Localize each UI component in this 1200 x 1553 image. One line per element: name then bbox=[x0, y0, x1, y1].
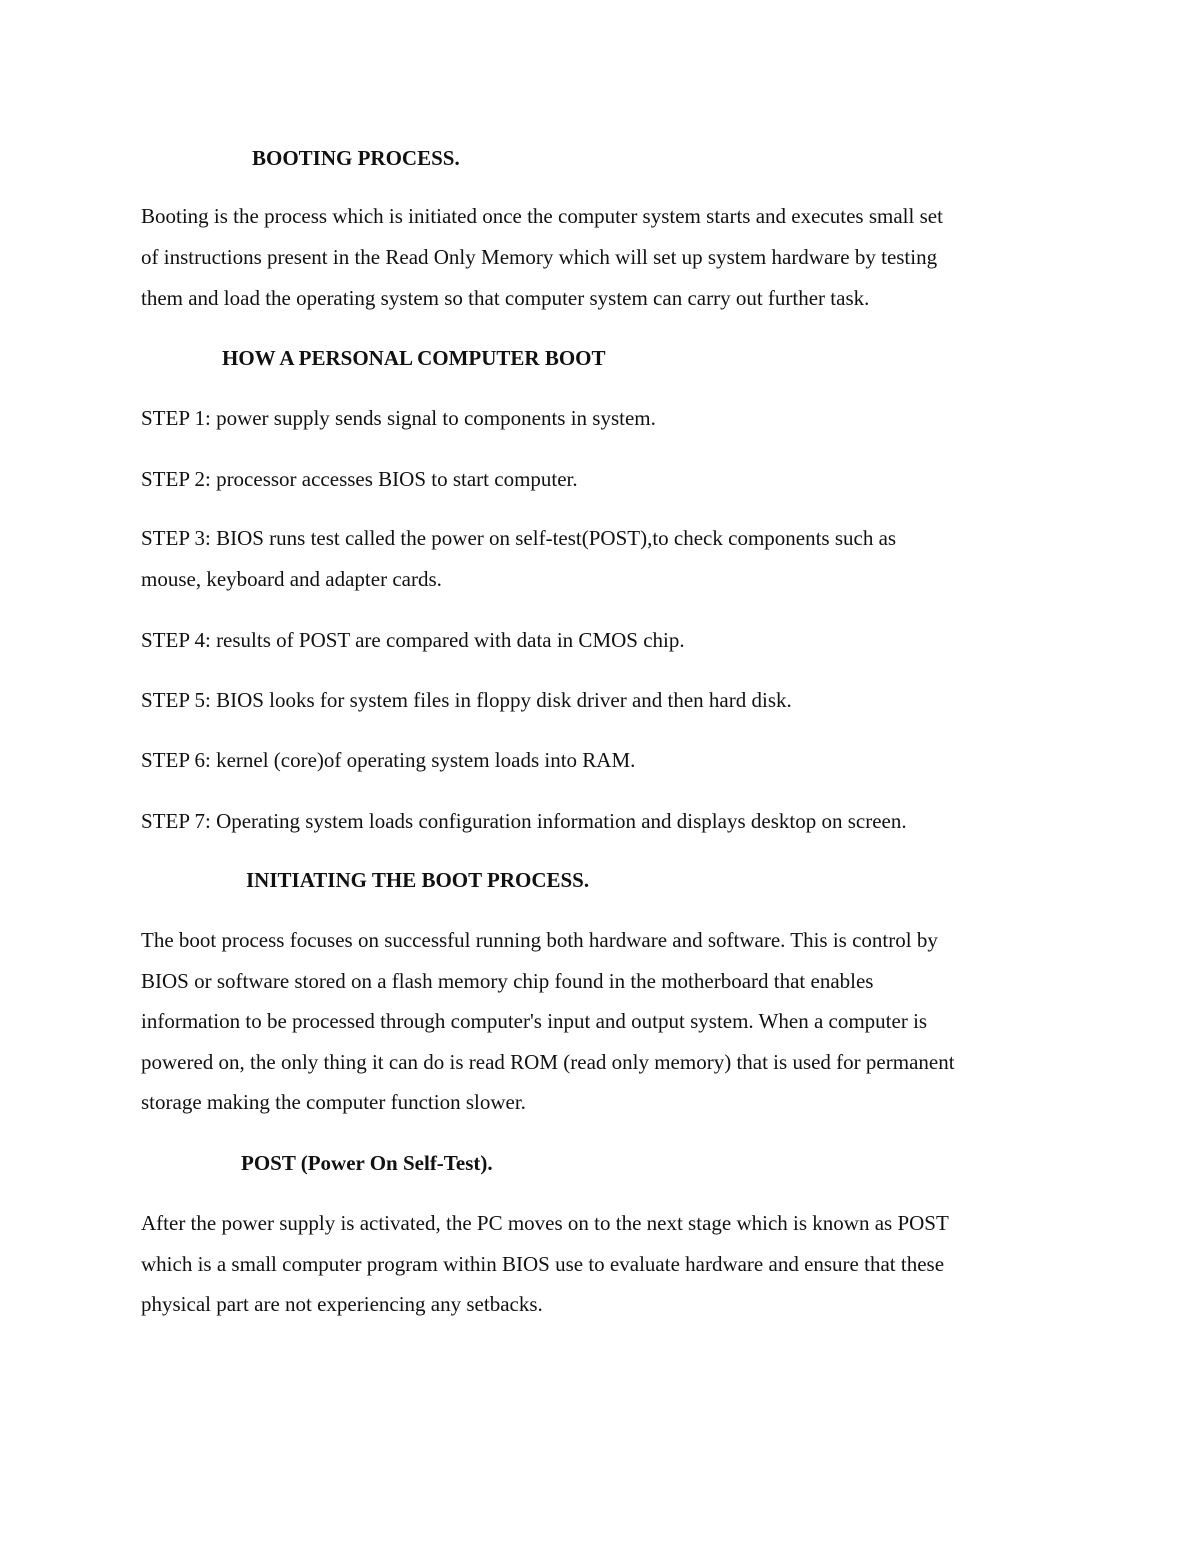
paragraph-line: which is a small computer program within BIOS use to evaluate hardware and ensure that these bbox=[141, 1252, 945, 1276]
intro-line: of instructions present in the Read Only Memory which will set up system hardware by testing bbox=[141, 245, 938, 269]
section-heading-post: POST (Power On Self-Test). bbox=[241, 1151, 493, 1175]
step-4: STEP 4: results of POST are compared with data in CMOS chip. bbox=[141, 628, 685, 652]
step-3: STEP 3: BIOS runs test called the power on self-test(POST),to check components such as bbox=[141, 526, 897, 550]
step-3-continued: mouse, keyboard and adapter cards. bbox=[141, 567, 442, 591]
paragraph-line: powered on, the only thing it can do is read ROM (read only memory) that is used for permanent bbox=[141, 1050, 955, 1074]
intro-line: them and load the operating system so that computer system can carry out further task. bbox=[141, 286, 870, 310]
step-5: STEP 5: BIOS looks for system files in floppy disk driver and then hard disk. bbox=[141, 688, 792, 712]
step-2: STEP 2: processor accesses BIOS to start computer. bbox=[141, 467, 578, 491]
section-heading-initiating-boot: INITIATING THE BOOT PROCESS. bbox=[246, 868, 590, 892]
paragraph-line: The boot process focuses on successful running both hardware and software. This is control by bbox=[141, 928, 938, 952]
intro-line: Booting is the process which is initiated once the computer system starts and executes small set bbox=[141, 204, 943, 228]
paragraph-line: information to be processed through computer's input and output system. When a computer is bbox=[141, 1009, 928, 1033]
step-7: STEP 7: Operating system loads configuration information and displays desktop on screen. bbox=[141, 809, 907, 833]
paragraph-line: physical part are not experiencing any setbacks. bbox=[141, 1292, 543, 1316]
document-title: BOOTING PROCESS. bbox=[252, 146, 460, 170]
paragraph-line: BIOS or software stored on a flash memory chip found in the motherboard that enables bbox=[141, 969, 874, 993]
paragraph-line: storage making the computer function slower. bbox=[141, 1090, 526, 1114]
step-1: STEP 1: power supply sends signal to components in system. bbox=[141, 406, 656, 430]
section-heading-how-pc-boots: HOW A PERSONAL COMPUTER BOOT bbox=[222, 346, 606, 370]
step-6: STEP 6: kernel (core)of operating system loads into RAM. bbox=[141, 748, 636, 772]
paragraph-line: After the power supply is activated, the PC moves on to the next stage which is known as POST bbox=[141, 1211, 949, 1235]
